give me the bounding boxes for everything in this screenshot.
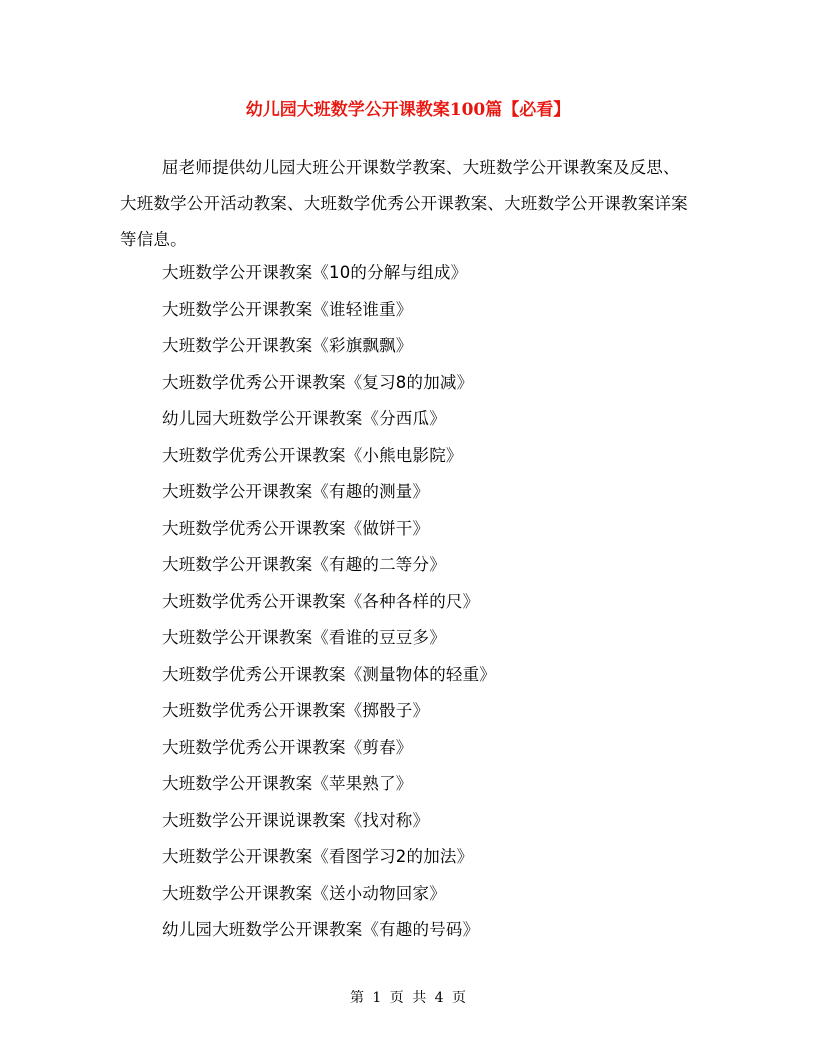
list-item: 大班数学公开课教案《苹果熟了》 [162,774,413,793]
list-item: 大班数学优秀公开课教案《小熊电影院》 [162,445,463,465]
list-item: 幼儿园大班数学公开课教案《分西瓜》 [162,409,446,428]
list-item: 大班数学公开课教案《谁轻谁重》 [162,299,413,319]
intro-paragraph: 屈老师提供幼儿园大班公开课数学教案、大班数学公开课教案及反思、大班数学公开活动教案、大班数学优秀公开课教案、大班数学公开课教案详案等信息。 [120,158,688,249]
lesson-plan-list [162,255,496,949]
list-item: 大班数学公开课教案《彩旗飘飘》 [162,336,413,355]
list-item: 大班数学公开课教案《看谁的豆豆多》 [162,628,446,647]
page-number: 第 1 页 共 4 页 [349,990,467,1006]
list-item: 大班数学优秀公开课教案《剪春》 [162,737,413,757]
list-item: 大班数学优秀公开课教案《复习8的加减》 [162,372,474,392]
list-item: 大班数学优秀公开课教案《掷骰子》 [162,701,430,720]
list-item: 幼儿园大班数学公开课教案《有趣的号码》 [162,920,480,939]
list-item: 大班数学优秀公开课教案《测量物体的轻重》 [162,664,496,684]
list-item: 大班数学优秀公开课教案《各种各样的尺》 [162,591,480,611]
list-item: 大班数学优秀公开课教案《做饼干》 [162,518,430,538]
list-item: 大班数学公开课说课教案《找对称》 [162,810,430,830]
document-title: 幼儿园大班数学公开课教案100篇【必看】 [245,100,571,120]
list-item: 大班数学公开课教案《有趣的测量》 [162,482,430,501]
list-item: 大班数学公开课教案《看图学习2的加法》 [162,847,474,866]
list-item: 大班数学公开课教案《有趣的二等分》 [162,555,446,574]
list-item: 大班数学公开课教案《10的分解与组成》 [162,263,468,282]
list-item: 大班数学公开课教案《送小动物回家》 [162,883,446,903]
